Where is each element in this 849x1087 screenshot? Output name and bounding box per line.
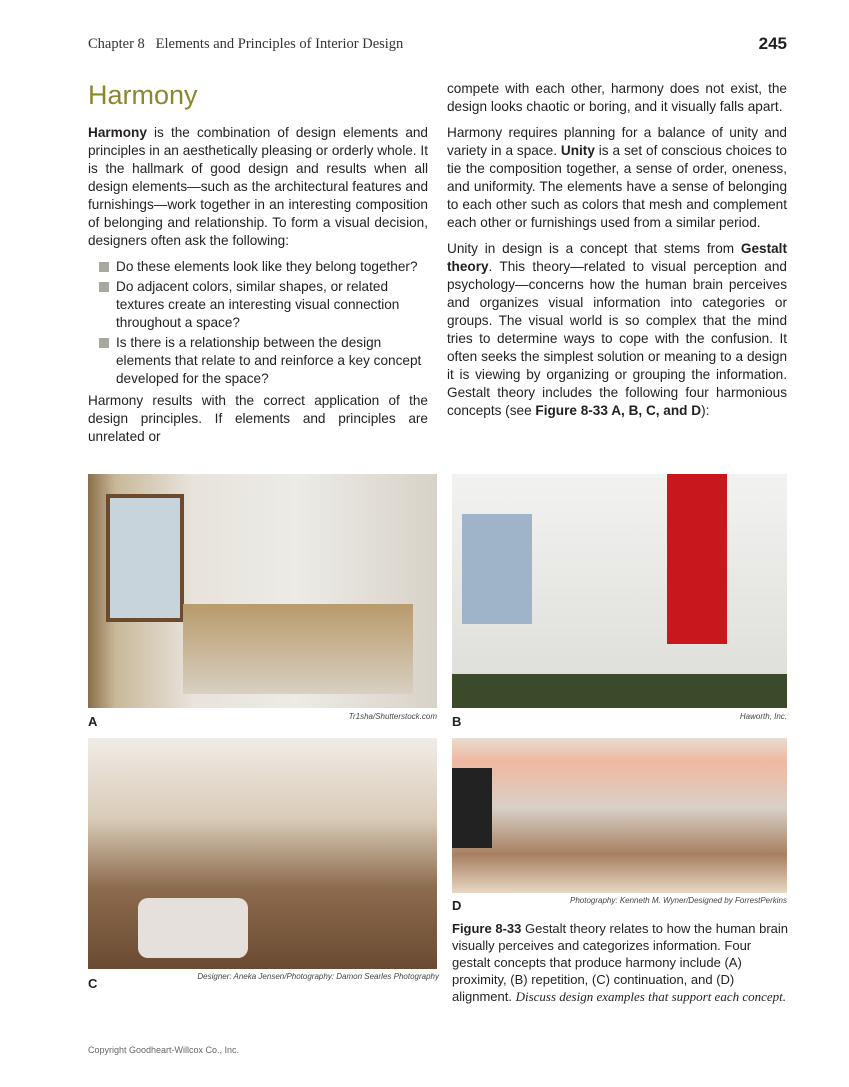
figure-label: C (88, 976, 98, 991)
section-heading: Harmony (88, 80, 198, 110)
term: Unity (560, 143, 595, 158)
text: is the combination of design elements and principles in an aesthetically pleasing or orderly whole. It is the hallmark of good design and results when all design elements—such as the architectural features and furnishings—work together in an interesting composition of belonging and relationship. To form a visual decision, designers often ask the following: (88, 125, 428, 248)
left-column (88, 80, 428, 454)
paragraph: Harmony results with the correct application of the design principles. If elements and principles are unrelated or (88, 393, 428, 444)
photo-restaurant (452, 738, 787, 893)
photo-living-room (88, 738, 437, 969)
photo-credit: Haworth, Inc. (739, 712, 787, 721)
photo-credit: Designer: Aneka Jensen/Photography: Damon Searles Photography (197, 972, 439, 981)
list-item: Is there is a relationship between the design elements that relate to and reinforce a key concept developed for the space? (116, 334, 428, 388)
text: Unity in design is a concept that stems from (447, 241, 741, 256)
figure-caption (452, 920, 792, 1005)
text: is a set of conscious choices to tie the composition together, a sense of order, oneness, and uniformity. The elements have a sense of belonging to each other such as colors that mesh and complement each other or furnishings used from a similar period. (447, 143, 787, 230)
list-item: Do adjacent colors, similar shapes, or related textures create an interesting visual connection throughout a space? (116, 278, 428, 332)
photo-credit: Tr1sha/Shutterstock.com (348, 712, 437, 721)
caption-text: Gestalt theory relates to how the human brain visually perceives and categorizes information. Four gestalt concepts that produce harmony include (A) proximity, (B) repetition, (C) continuation, and (D) alignment. (452, 921, 789, 1004)
figure-label: D (452, 898, 462, 913)
figure-label: B (452, 714, 462, 729)
bullet-list (88, 258, 428, 388)
list-item: Do these elements look like they belong together? (116, 258, 428, 276)
figure-ref: Figure 8-33 A, B, C, and D (535, 403, 702, 418)
text: . This theory—related to visual perception and psychology—concerns how the human brain perceives and organizes visual information into categories or groups. The visual world is so complex that the mind tries to determine ways to cope with the confusion. It often seeks the simplest solution or meaning to a design it is viewing by organizing or grouping the information. Gestalt theory includes the following four harmonious concepts (see (447, 259, 787, 418)
photo-credit: Photography: Kenneth M. Wyner/Designed by ForrestPerkins (570, 896, 787, 905)
paragraph: compete with each other, harmony does not exist, the design looks chaotic or boring, and it visually falls apart. (447, 81, 787, 114)
photo-lobby (452, 474, 787, 708)
figure-label: A (88, 714, 98, 729)
paragraph (88, 124, 428, 250)
term: Gestalt theory (447, 241, 787, 274)
right-column (447, 80, 787, 428)
text: Harmony requires planning for a balance of unity and variety in a space. (447, 125, 787, 158)
photo-dining-room (88, 474, 437, 708)
figure-number: Figure 8-33 (452, 921, 522, 936)
text: ): (701, 403, 710, 418)
caption-prompt: Discuss design examples that support each concept. (515, 989, 787, 1004)
copyright-footer: Copyright Goodheart-Willcox Co., Inc. (88, 1045, 240, 1055)
term: Harmony (88, 125, 147, 140)
paragraph (447, 124, 787, 232)
page-number: 245 (758, 34, 787, 53)
running-header: Chapter 8 Elements and Principles of Interior Design (88, 36, 404, 52)
paragraph (447, 240, 787, 420)
